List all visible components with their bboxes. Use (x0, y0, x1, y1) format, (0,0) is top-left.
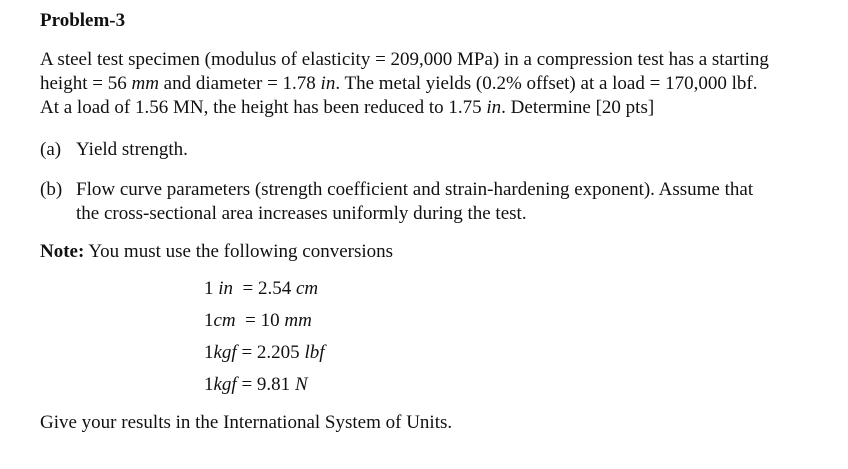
conversion-rhs-unit: mm (284, 310, 312, 331)
part-a-label: (a) (40, 139, 62, 160)
unit-in-2: in (486, 97, 502, 118)
conversion-lhs-unit: in (218, 278, 234, 299)
conversion-lhs-unit: kgf (213, 342, 237, 363)
problem-statement (40, 48, 830, 120)
conversion-lhs-unit: cm (213, 310, 236, 331)
conversion-row (204, 278, 318, 300)
statement-line-3a: At a load of 1.56 MN, the height has been reduced to 1.75 (40, 97, 487, 118)
conversion-equals: = 2.54 (233, 278, 296, 299)
part-b-label: (b) (40, 179, 63, 200)
note-label: Note: (40, 241, 85, 262)
note-text: You must use the following conversions (84, 241, 394, 262)
conversion-equals: = 10 (235, 310, 285, 331)
note (40, 241, 393, 263)
unit-mm: mm (131, 73, 159, 94)
conversion-rhs-unit: cm (296, 278, 319, 299)
conversion-rhs-unit: lbf (304, 342, 325, 363)
statement-line-2a: height = 56 (40, 73, 132, 94)
part-b-text-line-2: the cross-sectional area increases uniformly during the test. (76, 203, 527, 224)
conversion-lhs-number: 1 (204, 310, 214, 331)
conversion-lhs-number: 1 (204, 278, 219, 299)
conversion-rhs-unit: N (294, 374, 308, 395)
closing-instruction: Give your results in the International System of Units. (40, 412, 453, 433)
statement-line-1: A steel test specimen (modulus of elasticity = 209,000 MPa) in a compression test has a starting (40, 49, 769, 70)
conversion-lhs-number: 1 (204, 342, 214, 363)
part-a (40, 138, 188, 162)
part-a-text: Yield strength. (76, 139, 188, 160)
conversion-row (204, 310, 312, 332)
problem-title: Problem-3 (40, 10, 126, 31)
unit-in: in (320, 73, 336, 94)
conversion-row (204, 374, 308, 396)
conversion-equals: = 2.205 (236, 342, 305, 363)
conversion-equals: = 9.81 (236, 374, 295, 395)
conversion-lhs-unit: kgf (213, 374, 237, 395)
part-b (40, 178, 830, 226)
conversion-lhs-number: 1 (204, 374, 214, 395)
conversion-row (204, 342, 325, 364)
statement-line-2b: and diameter = 1.78 (158, 73, 321, 94)
statement-line-2c: . The metal yields (0.2% offset) at a load = 170,000 lbf. (335, 73, 758, 94)
statement-line-3b: . Determine [20 pts] (501, 97, 655, 118)
part-b-text-line-1: Flow curve parameters (strength coefficient and strain-hardening exponent). Assume that (76, 179, 754, 200)
